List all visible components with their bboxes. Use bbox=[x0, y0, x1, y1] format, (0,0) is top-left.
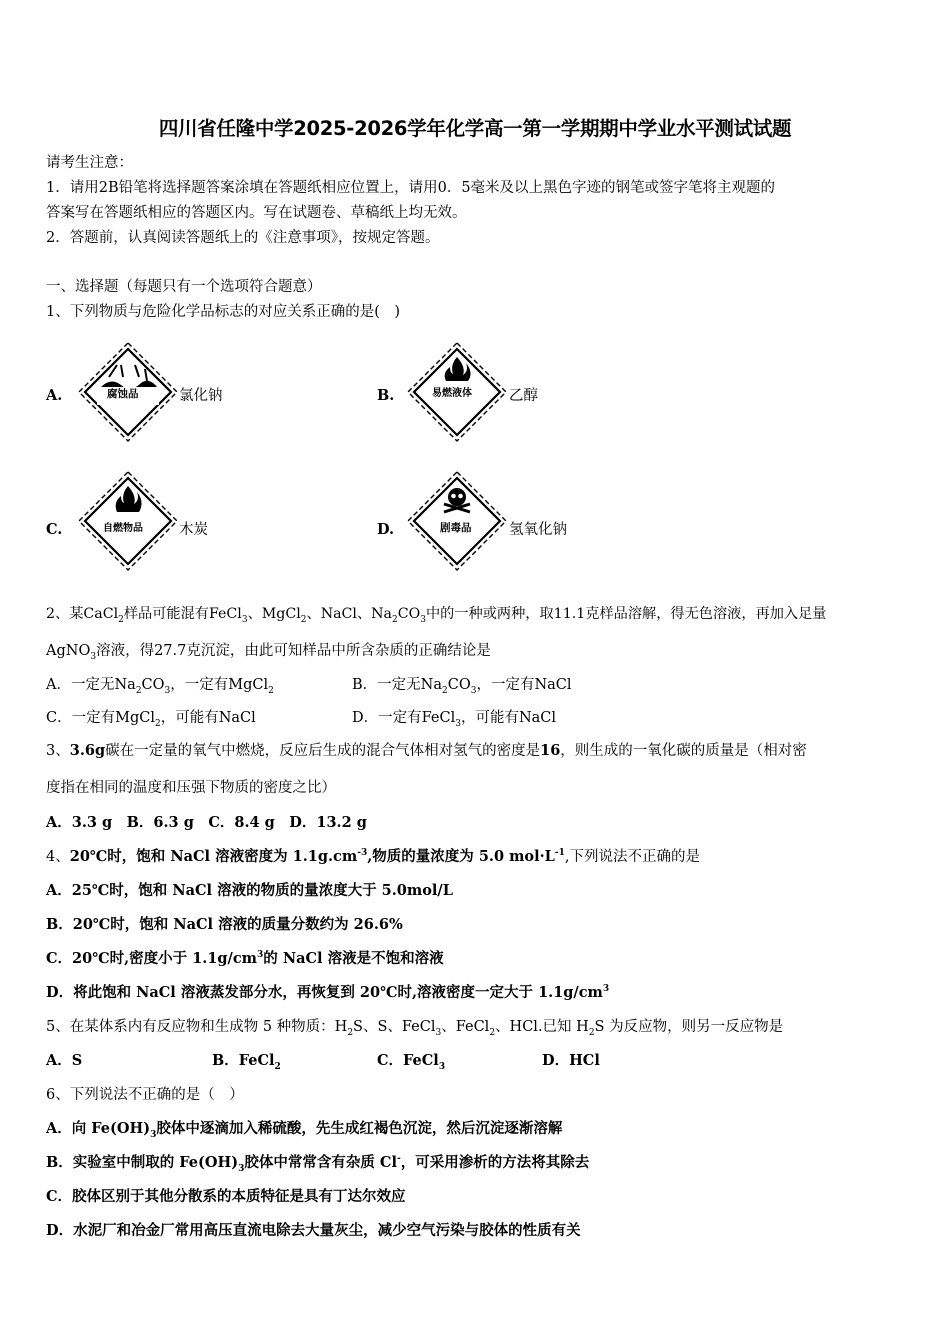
q4-stem: 4、20℃时，饱和 NaCl 溶液密度为 $1.1g.cm^{-3}$,物质的量浓度为 5.0 $mol\cdot L^{-1}$,下列说法不正确的是 bbox=[46, 848, 700, 865]
sign-label-spontaneous: 自燃物品 bbox=[103, 523, 143, 534]
q6-option-a: A．向 $Fe(OH)_3$胶体中逐滴加入稀硫酸，先生成红褐色沉淀，然后沉淀逐渐溶解 bbox=[46, 1120, 563, 1140]
q3-options: A．3.3 g B．6.3 g C．8.4 g D．13.2 g bbox=[46, 814, 367, 831]
q1-option-b-letter: B. bbox=[377, 387, 395, 404]
page-title: 四川省任隆中学2025-2026学年化学高一第一学期期中学业水平测试试题 bbox=[158, 117, 792, 140]
q4-option-d: D．将此饱和 NaCl 溶液蒸发部分水，再恢复到 20℃时,溶液密度一定大于 $1.1g/cm^3$ bbox=[46, 984, 610, 1001]
q2-option-b: B．一定无$Na_2CO_3$，一定有NaCl bbox=[352, 677, 572, 696]
q1-option-d-substance: 氢氧化钠 bbox=[509, 522, 567, 538]
q5-option-d: D．HCl bbox=[542, 1052, 600, 1069]
q6-option-b: B．实验室中制取的 $Fe(OH)_3$胶体中常常含有杂质 Cl-，可采用渗析的方法将其除去 bbox=[46, 1154, 590, 1174]
q2-option-a: A．一定无$Na_2CO_3$，一定有MgCl$_2$ bbox=[46, 677, 274, 696]
q1-option-a-letter: A. bbox=[46, 387, 63, 404]
q1-option-c-substance: 木炭 bbox=[179, 522, 208, 538]
q3-stem-line-2: 度指在相同的温度和压强下物质的密度之比） bbox=[46, 780, 336, 796]
q2-stem-line-2: AgNO$_3$溶液，得27.7克沉淀，由此可知样品中所含杂质的正确结论是 bbox=[46, 643, 491, 662]
q2-option-d: D．一定有FeCl$_3$，可能有NaCl bbox=[352, 710, 557, 729]
q4-option-b: B．20℃时，饱和 NaCl 溶液的质量分数约为 26.6% bbox=[46, 916, 403, 933]
q3-stem-line-1: 3、3.6g碳在一定量的氧气中燃烧，反应后生成的混合气体相对氢气的密度是16，则生成的一氧化碳的质量是（相对密 bbox=[46, 742, 807, 759]
q1-option-a-substance: 氯化钠 bbox=[179, 388, 223, 404]
q4-option-a: A．25℃时，饱和 NaCl 溶液的物质的量浓度大于 5.0mol/L bbox=[46, 882, 453, 899]
q1-option-d-letter: D. bbox=[377, 521, 395, 538]
hazard-sign-flammable-liquid bbox=[406, 341, 508, 443]
notice-line-3: 2．答题前，认真阅读答题纸上的《注意事项》，按规定答题。 bbox=[46, 230, 440, 246]
section-heading: 一、选择题（每题只有一个选项符合题意） bbox=[46, 279, 322, 295]
sign-label-corrosive: 腐蚀品 bbox=[107, 388, 139, 400]
q2-option-c: C．一定有MgCl$_2$，可能有NaCl bbox=[46, 710, 256, 729]
hazard-sign-spontaneous-combustion bbox=[77, 470, 179, 572]
q2-stem-line-1: 2、某CaCl$_2$样品可能混有FeCl$_3$、MgCl$_2$、NaCl、$Na_2CO_3$中的一种或两种，取11.1克样品溶解，得无色溶液，再加入足量 bbox=[46, 606, 827, 625]
q5-option-b: B．FeCl$_2$ bbox=[212, 1052, 281, 1072]
sign-label-flammable-liquid: 易燃液体 bbox=[432, 388, 472, 399]
sign-label-toxic: 剧毒品 bbox=[440, 522, 472, 534]
q4-option-c: C．20℃时,密度小于 $1.1g/cm^3$的 NaCl 溶液是不饱和溶液 bbox=[46, 950, 444, 967]
hazard-sign-corrosive bbox=[77, 341, 179, 443]
q6-option-c: C．胶体区别于其他分散系的本质特征是具有丁达尔效应 bbox=[46, 1188, 406, 1205]
notice-heading: 请考生注意： bbox=[46, 155, 133, 171]
q5-option-c: C．FeCl$_3$ bbox=[377, 1052, 446, 1072]
q6-stem: 6、下列说法不正确的是（ ） bbox=[46, 1087, 244, 1103]
q1-stem: 1、下列物质与危险化学品标志的对应关系正确的是( ) bbox=[46, 304, 401, 320]
q5-stem: 5、在某体系内有反应物和生成物 5 种物质：$H_2S$、S、FeCl$_3$、FeCl$_2$、HCl.已知 $H_2S$ 为反应物，则另一反应物是 bbox=[46, 1019, 784, 1038]
q6-option-d: D．水泥厂和冶金厂常用高压直流电除去大量灰尘，减少空气污染与胶体的性质有关 bbox=[46, 1222, 581, 1239]
notice-line-2: 答案写在答题纸相应的答题区内。写在试题卷、草稿纸上均无效。 bbox=[46, 205, 467, 221]
q1-option-c-letter: C. bbox=[46, 521, 63, 538]
hazard-sign-toxic bbox=[406, 470, 508, 572]
q5-option-a: A．S bbox=[46, 1052, 83, 1069]
notice-line-1: 1．请用2B铅笔将选择题答案涂填在答题纸相应位置上，请用0．5毫米及以上黑色字迹的钢笔或签字笔将主观题的 bbox=[46, 180, 776, 196]
q1-option-b-substance: 乙醇 bbox=[509, 388, 538, 404]
